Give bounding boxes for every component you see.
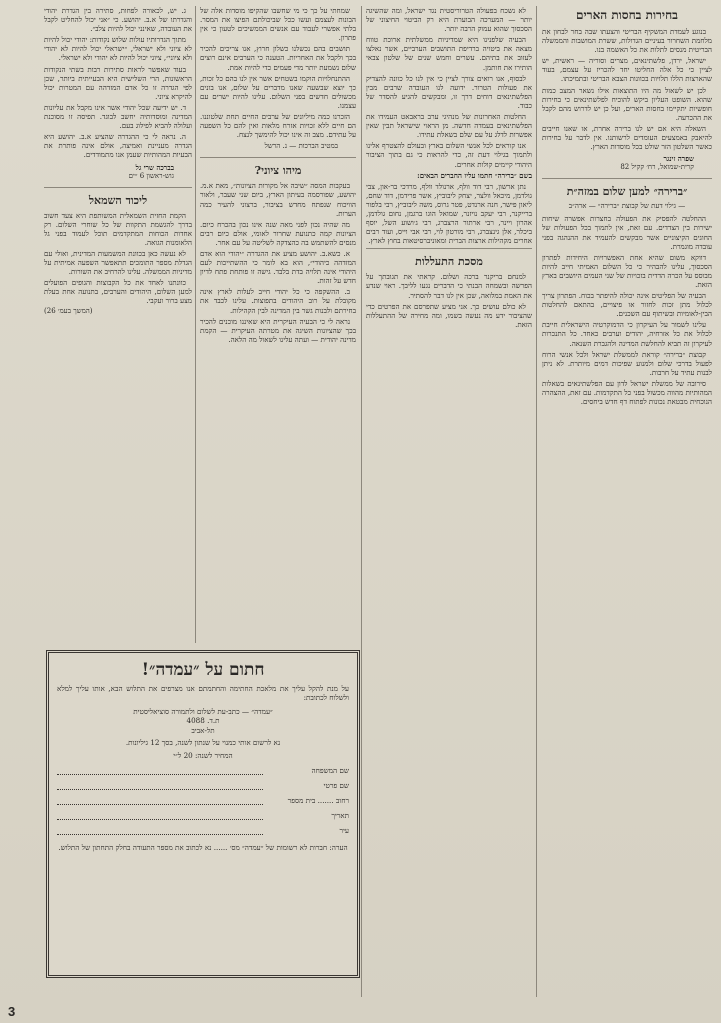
paragraph: הבעיה שלפנינו היא שמדיניות ממשלתית ארוכת טווח מצאה את ביטויה ברדיפת התושבים הערביים, אשר נאלצו לעזוב את בתיהם. עשרים וחמש שנים של שלטון צבאי הותירו את חותמן.	[366, 35, 532, 72]
paragraph: ישראל, ירדן, פלשתינאים, מצרים וסוריה — ראשית, יש לציין כי כל אלה החליטו יחד להכריז על עצמם, בעוד שהארצות הללו תלויות בכוונות הצבא הבריטי ובתמיכתו.	[542, 56, 712, 84]
form-field-last-name[interactable]	[57, 765, 349, 775]
field-blank[interactable]	[57, 795, 263, 805]
paragraph: בעוד שאפשר לראות סתירות רבות בשתי הנקודות הראשונות, הרי השלישית היא הבעייתית ביותר, שכן לפי הגדרה זו כל אדם המזדהה עם המטרות יכול להיקרא ציוני.	[44, 64, 192, 101]
article-title-left-unity: ליכוד השמאל	[88, 193, 148, 207]
paragraph: ה. נראה לי כי ההגדרה שהציע א.ב. יהושע היא הגדרה מעניינת ואמיצה, אולם אינה פותרת את הבעיות המהותיות שעמן אנו מתמודדים.	[44, 132, 192, 160]
column-3	[200, 6, 356, 643]
form-field-date[interactable]	[57, 810, 349, 820]
field-label: רחוב ....... בית מספר	[287, 795, 349, 805]
paragraph: לבסוף, אנו רואים צורך לציין כי אין לנו כל כוונה להצדיק את פעולות הטרור. ידועה לנו העובדה שרבים מבין הפלשתינאים דוחים דרך זו, ומבקשים להגיע להסדר של כבוד.	[366, 73, 532, 110]
paragraph: עלינו לשמור על העיקרון כי הדמוקרטיה הישראלית חייבת לכלול את כל אזרחיה, יהודים וערבים כאחד. כל התנכרות לעיקרון זה תביא להחלשת המדינה ולהגברת השנאה.	[542, 320, 712, 348]
form-field-street[interactable]	[57, 795, 349, 805]
coupon-note: הערה: חברות לא רשומות של ״עמדה״ מס׳ ...... נא לכתוב את מספר התעודה בחלק התחתון של התלוש.	[58, 842, 348, 852]
field-label: תאריך	[331, 810, 349, 820]
paragraph: ההחלטה להפסיק את הפעולה בחצרות אפשרה שיחות ישירות בין הצדדים. עם זאת, אין לתמוך בכל הפעולות של החוגים הקיצוניים אשר מבקשים להעמיד את ההנהגה בפני עובדה מוגמרת.	[542, 214, 712, 251]
coupon-address	[57, 707, 349, 736]
form-field-first-name[interactable]	[57, 780, 349, 790]
coupon-title: חתום על ״עמדה״!	[141, 660, 265, 680]
paragraph: למנחם בריקנר ברכה ושלום. קראתי את תגובתך על הפרשה ובשמחה הבנתי כי הדברים נגעו לליבך. ראוי שנדע את האמת במלואה, שכן אין לנו דבר להסתיר.	[366, 272, 532, 300]
paragraph: לכן יש לשאול מה היו התוצאות אילו נשאר המצב כמות שהוא. השופט העליון ביקש להוכיח לפלשתינאים כי בחירות חופשיות יתקיימו בחסות הארים, ועל כן יש לדרוש מהם לקבל את ההכרעה.	[542, 85, 712, 122]
field-blank[interactable]	[57, 765, 263, 775]
address-line: ת.ד. 4088	[186, 716, 220, 726]
coupon-intro: על מנת להקל עליך את מלאכת החתימה והחתמתם אנו מצרפים את התלוש הבא, אותו עליך למלא ולשלוח לכתובת:	[57, 684, 349, 703]
paragraph: נראה לי כי הבעיה העיקרית היא שאיננו מוכנים להכיר בכך שהציונות השיגה את מטרתה העיקרית — הקמת מדינה יהודית — ועתה עלינו לשאול מה הלאה.	[200, 316, 356, 344]
paragraph: ד. יש ידיעה שכל יהודי אשר אינו מקבל את עליונות המדינה ומוסדותיה יחשב לבוגד. תפיסה זו מסוכנת ועלולה להביא לפילוג בעם.	[44, 102, 192, 131]
paragraph: מתוך הגדרותיו עולות שלוש נקודות: יהודי יכול להיות לא ציוני ולא ישראלי, ״ישראלי יכול להיות לא יהודי ולא ציוני״, ציוני יכול להיות לא יהודי ולא ישראלי.	[44, 35, 192, 63]
field-label: עיר	[339, 825, 349, 835]
paragraph: הקמת החזית השמאלית המשותפת היא צעד חשוב בדרך להגשמת התקוות של כל שוחרי השלום. רק אחדות הכוחות המתקדמים תוכל לעמוד בפני גל הלאומנות הגואה.	[44, 210, 192, 247]
paragraph: קבוצת ״ברירה״ קוראת לממשלת ישראל ולכל אנשי הרוח לפעול בדרכי שלום ולמנוע שפיכות דמים מיותרת. לא ניתן לבנות עתיד על חרבות.	[542, 349, 712, 377]
paragraph: ב. ההשקפה כי כל יהודי חייב לעלות לארץ אינה מקובלת על רוב היהודים בתפוצות. עלינו לכבד את בחירתם ולבנות גשר בין המדינה לבין הקהילות.	[200, 287, 356, 315]
page-number: 3	[8, 1004, 16, 1019]
paragraph: לא כולם עושים כך. אני מציע שתפרסם את הפרטים כדי שהציבור ידע מה נעשה בשמו, ומה מחירה של ההתעללות הזאת.	[366, 301, 532, 329]
paragraph: דווקא משום שהיא אחת האפשרויות היחידות לפתרון הסכסוך, עלינו להבהיר כי כל השלום האמיתי חייב להיות מבוסס על הכרה הדדית בזכויות של שני העמים היושבים בארץ הזאת.	[542, 252, 712, 289]
paragraph: הבעיה של הפליטים אינה יכולה להיפתר בכוח. הפתרון צריך לכלול מתן זכות לחזור או פיצויים, בהתאם להחלטות הבין-לאומיות ובשיתוף עם השכנים.	[542, 291, 712, 319]
paragraph: הזכרנו כמה מיליונים של ערבים החיים תחת שלטוננו. הם חיים ללא זכויות אזרח מלאות ואין להם כל השפעה על עתידם. מצב זה אינו יכול להימשך לנצח.	[200, 112, 356, 140]
paragraph: ג. יש, לכאורה לפחות, סתירה בין הגדרת יהודי והגדרתו של א.ב. יהושע. כי ״אני יכול להחליט לקבל את העובדה, שאינני יכול להיות צלב״.	[44, 6, 192, 34]
article-title-elections: בחירות בחסות הארים	[576, 8, 678, 22]
letter-signature	[44, 163, 174, 181]
field-blank[interactable]	[57, 810, 263, 820]
field-blank[interactable]	[57, 825, 263, 835]
subscription-line: נא לרשום אותי כמנוי על שנתון לשנה, בסך 12 גיליונות.	[125, 738, 281, 748]
column-1	[542, 6, 712, 1001]
address-line: תל-אביב	[191, 725, 215, 735]
continued-note: (המשך בעמ׳ 26)	[44, 307, 93, 316]
price-line: המחיר לשנה: 20 ל״י	[173, 750, 233, 760]
paragraph: תושבים בהם נכשלנו כשלון חרוץ, אנו צריכים להכיר בכך ולקבל את האחריות. הטענה כי הערבים אינם רוצים שלום נשמעת יותר מדי פעמים כדי להיות אמת.	[200, 44, 356, 72]
column-rule	[361, 6, 362, 997]
article-dek: — גילוי דעת של קבוצת ״ברירה״ — ארה״ב	[568, 202, 686, 211]
paragraph: שמחתי על כך כי מי שחשבו שהקיפו מוסדות אלה של הבונות לעצמם ועשו ככל שביכולתם הפיצו את המסר. בלתי אפשרי לעבוד עם אנשים הממשיכים לטעון כי אין פתרון.	[200, 6, 356, 43]
signature-name: בברכה שרי גל	[135, 162, 174, 172]
paragraph: מה שהיה נכון לפני מאה שנה אינו נכון בהכרח כיום. הציונות קמה כתנועת שחרור לאומי, אולם כיום רבים מנסים להשתמש בה כהצדקה לשליטה על עם אחר.	[200, 219, 356, 247]
paragraph: א. כשא.ב. יהושע מציע את ההגדרה ״יהודי הוא אדם המזדהה כיהודי״, הוא בא לומר כי ההשתייכות לעם היהודי אינה תלויה בדת בלבד. גישה זו פותחת פתח לדיון חדש על זהות.	[200, 248, 356, 286]
paragraph: השאלה היא אם יש לנו ברירה אחרת, או שאנו חייבים להיאבק באמצעים העומדים לרשותנו. אין לדבר על בחירות כאשר השלטון הזר שולט בכל מוסדות הארץ.	[542, 123, 712, 152]
article-title-abuse: מסכת התעללות	[415, 255, 483, 269]
column-rule	[195, 6, 196, 643]
address-line: ״עמדה״ — כתב-עת לשלום ולתמורה סוציאליסטית	[133, 706, 273, 716]
paragraph: לא נעשה כאן בכוונת המשמעות המדינית, ואולי עם הגדלת מספר התומכים תתאפשר השפעה אמיתית על מדיניות הממשלה. עלינו להרחיב את השורות.	[44, 248, 192, 277]
divider	[200, 157, 356, 158]
column-2	[366, 6, 532, 1001]
divider	[542, 178, 712, 179]
divider	[366, 248, 532, 249]
paragraph: סירובה של ממשלת ישראל לדון עם הפלשתינאים בשאלות המהותיות מהווה מכשול בפני כל התקדמות. עם זאת, ההצהרה הנוכחית מבטאת נכונות לפתוח דף חדש ביחסים.	[542, 378, 712, 407]
paragraph: לא נשכח בפעולה הטרוריסטית נגד ישראל, ומה שהשיגה יותר — המערכה הבוערת היא רק הביטוי החיצוני של הסכסוך שהוא עמוק הרבה יותר.	[366, 6, 532, 34]
field-blank[interactable]	[57, 780, 263, 790]
author-name: שפרה זינגר	[663, 154, 694, 164]
subscription-coupon	[46, 650, 360, 978]
letter-signature: במטיב הברכות — נ. הרשל	[264, 142, 338, 151]
divider	[44, 187, 192, 188]
paragraph: בעקבות המסה ״שיבה אל מקורות הציונות״, מאת א.מ. יהושע, שפורסמה בעיתון הארץ, ביום שני שעבר, ולאור הוויכוח שנפתח מחדש בציבור, ברצוני להעיר כמה הערות.	[200, 181, 356, 218]
author-byline	[542, 154, 694, 172]
column-rule	[536, 6, 537, 997]
signers-list: נתן ארשון, רבי דוד וולף, ארנולד וולף, מרדכי בר-און, צבי גולדמן, מיכאל וולצר, יצחק ליבוביץ, אשר פרידמן, דוד שחם, ליאון פישר, חנה ארנדט, פטר גרוס, משה ליבוביץ, רבי בלפור ברייקנר, רבי יעקב נויזנר, שמואל הוגו ברגמן, נחום גולדמן, אהרון ויינר, רבי ארתור הרצברג, רבי ג׳ושוע השל, יוסף ביכלר, אלן גינצברג, רבי מורטון לוי, רבי אבי וייס, ועוד רבים אחרים מקהילות ארצות הברית ומאוניברסיטאות בחוץ לארץ.	[366, 181, 532, 246]
signature-place: גוש-ראשון 6 ״ים	[128, 171, 174, 180]
paragraph: כוונתנו לאחד את כל הקבוצות והגופים הפועלים למען השלום, היהודים והערבים, בתנועה אחת בעלת מצע ברור ועקבי.	[44, 278, 192, 306]
signers-heading: בשם ״ברירה״ חתמו עליו החברים הבאים:	[417, 170, 532, 180]
paragraph: ההתנחלויות הוקמו בשטחים אשר אין לנו בהם כל זכות, כך יוצא שבשעה שאנו מדברים על שלום, אנו בונים מכשולים חדשים בפני השלום. עלינו להיות ישרים עם עצמנו.	[200, 73, 356, 110]
column-4	[44, 6, 192, 643]
paragraph: אנו קוראים לכל אנשי השלום בארץ ובעולם להצטרף אלינו ולתמוך בגילוי דעת זה, כדי להראות כי גם בתוך הציבור היהודי קיימים קולות אחרים.	[366, 141, 532, 169]
article-title-who-is-zionist: מיהו ציוני?	[254, 164, 302, 178]
field-label: שם פרטי	[323, 780, 349, 790]
field-label: שם המשפחה	[311, 765, 349, 775]
paragraph: החלטות האחרונות של מנהיגי ערב בראבאט העמידו את הפלשתינאים בעמדה חדשה. מן הראוי שישראל תבין שאין אפשרות לדלג על עם שלם בשאלת עתידו.	[366, 112, 532, 140]
form-field-city[interactable]	[57, 825, 349, 835]
author-place: קרית-שמואל, רח׳ קקיל 82	[620, 163, 694, 172]
paragraph: בנוגע לעמדת המשקיף הבריטי והצעתו שבה בחר לבחון את מלחמת השחרור בעיניים הגדולות, ששרת המושבות והממשלה הבריטית מנסים לתלות את כל האשמה בנו.	[542, 27, 712, 55]
article-title-brira: ״ברירה״ למען שלום במזה״ת	[566, 185, 688, 199]
